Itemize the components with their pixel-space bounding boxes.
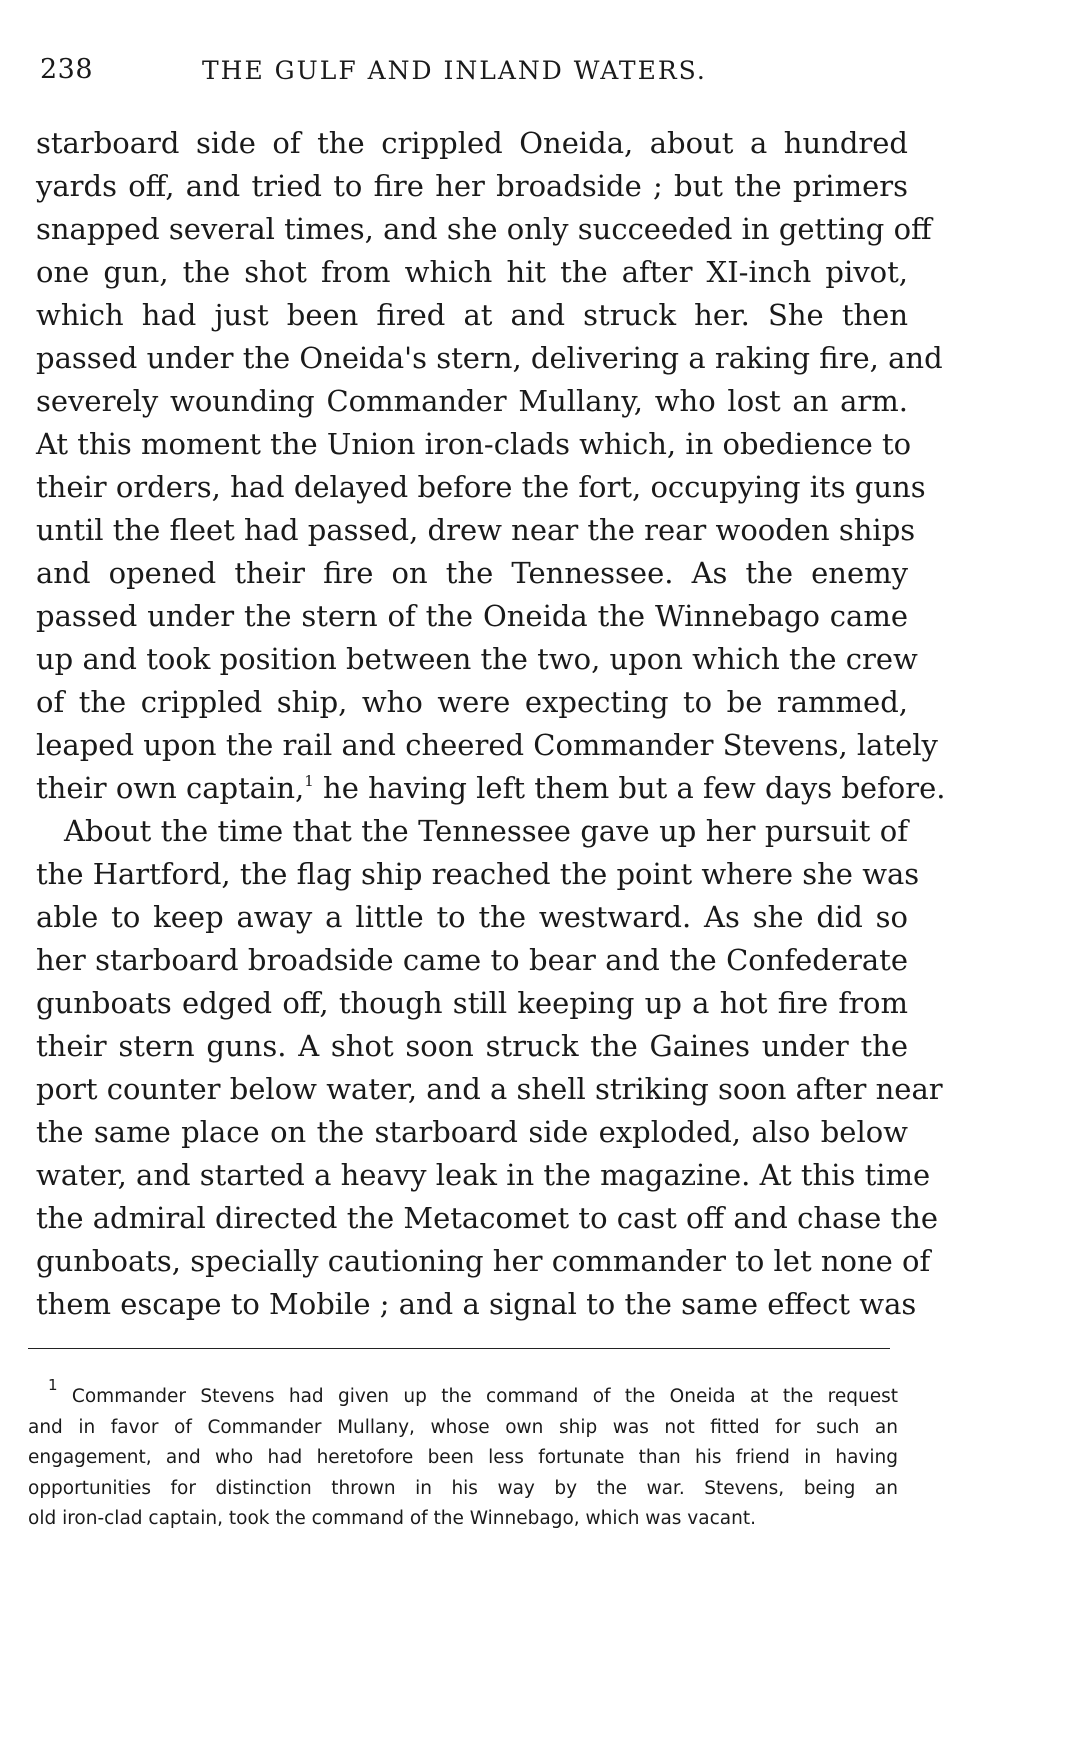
text-line: snapped several times, and she only succeeded in getting off [36, 212, 932, 246]
text-line: yards off, and tried to fire her broadside ; but the primers [36, 169, 908, 203]
text-line: until the fleet had passed, drew near the rear wooden ships [36, 513, 916, 547]
text-line: passed under the Oneida's stern, delivering a raking fire, and [36, 341, 943, 375]
paragraph-start-line: About the time that the Tennessee gave up her pursuit of [64, 814, 908, 848]
footnote-line: and in favor of Commander Mullany, whose own ship was not fitted for such an [28, 1416, 898, 1438]
body-text [36, 122, 946, 1326]
text-line: their stern guns. A shot soon struck the Gaines under the [36, 1029, 908, 1063]
text-line: water, and started a heavy leak in the magazine. At this time [36, 1158, 931, 1192]
text-line: one gun, the shot from which hit the after XI-inch pivot, [36, 255, 908, 289]
text-line: leaped upon the rail and cheered Commander Stevens, lately [36, 728, 938, 762]
footnote-marker: 1 [48, 1376, 58, 1394]
text-line: gunboats edged off, though still keeping up a hot fire from [36, 986, 908, 1020]
page-header [40, 54, 860, 94]
text-line: At this moment the Union iron-clads which, in obedience to [36, 427, 912, 461]
text-line: which had just been fired at and struck her. She then [36, 298, 908, 332]
text-line: of the crippled ship, who were expecting to be rammed, [36, 685, 908, 719]
text-segment: he having left them but a few days before. [313, 771, 946, 805]
text-line: and opened their fire on the Tennessee. As the enemy [36, 556, 908, 590]
text-line: up and took position between the two, upon which the crew [36, 642, 918, 676]
footnote-text: Commander Stevens had given up the command of the Oneida at the request [57, 1386, 898, 1407]
footnote-divider [28, 1348, 890, 1349]
text-line: port counter below water, and a shell striking soon after near [36, 1072, 943, 1106]
footnote-reference[interactable]: 1 [304, 772, 314, 790]
running-head: THE GULF AND INLAND WATERS. [202, 56, 707, 85]
text-line: the Hartford, the flag ship reached the point where she was [36, 857, 920, 891]
text-line: her starboard broadside came to bear and the Confederate [36, 943, 908, 977]
footnote-line [28, 1376, 898, 1413]
text-line: them escape to Mobile ; and a signal to the same effect was [36, 1287, 917, 1321]
text-line-with-footnote-ref [36, 767, 946, 810]
text-line: their orders, had delayed before the fort, occupying its guns [36, 470, 926, 504]
text-line: gunboats, specially cautioning her commander to let none of [36, 1244, 931, 1278]
text-line: able to keep away a little to the westward. As she did so [36, 900, 908, 934]
text-line: passed under the stern of the Oneida the Winnebago came [36, 599, 908, 633]
footnote-line: opportunities for distinction thrown in his way by the war. Stevens, being an [28, 1477, 898, 1499]
text-line: severely wounding Commander Mullany, who lost an arm. [36, 384, 908, 418]
footnote-line: old iron-clad captain, took the command of the Winnebago, which was vacant. [28, 1508, 756, 1529]
text-line: the same place on the starboard side exploded, also below [36, 1115, 908, 1149]
text-line: the admiral directed the Metacomet to cast off and chase the [36, 1201, 939, 1235]
page-number: 238 [40, 54, 94, 85]
text-line: starboard side of the crippled Oneida, about a hundred [36, 126, 908, 160]
footnote [28, 1376, 898, 1535]
footnote-line: engagement, and who had heretofore been less fortunate than his friend in having [28, 1447, 898, 1468]
text-segment: their own captain, [36, 771, 305, 805]
